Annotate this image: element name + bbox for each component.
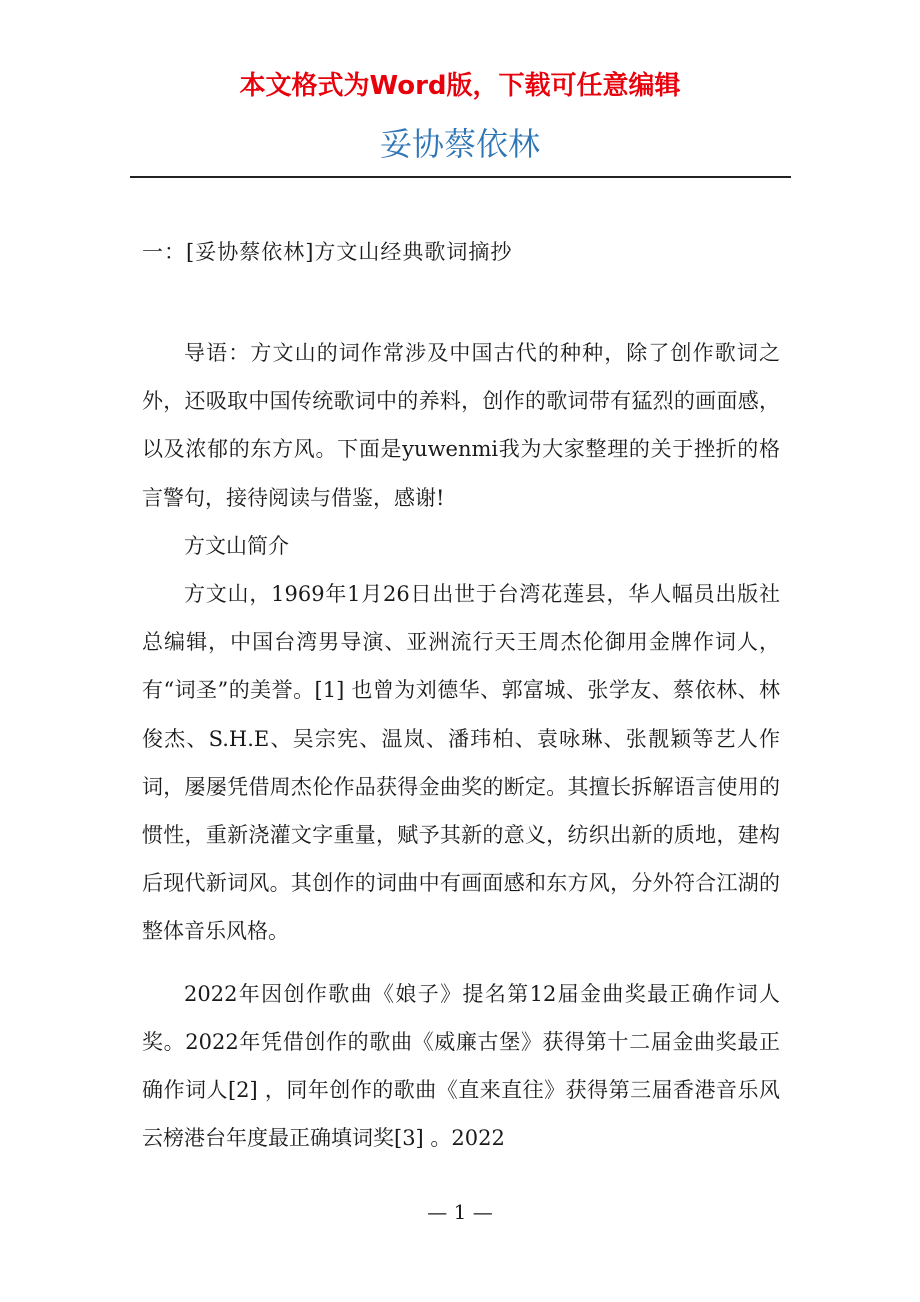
intro-paragraph: 导语：方文山的词作常涉及中国古代的种种，除了创作歌词之外，还吸取中国传统歌词中的养料，创作的歌词带有猛烈的画面感，以及浓郁的东方风。下面是yuwenmi我为大家整理的关于挫折的格言警句，接待阅读与借鉴，感谢! xyxy=(142,341,780,510)
bio-paragraph: 方文山，1969年1月26日出世于台湾花莲县，华人幅员出版社总编辑，中国台湾男导演、亚洲流行天王周杰伦御用金牌作词人，有“词圣”的美誉。[1] 也曾为刘德华、郭富城、张学友、蔡依林、林俊杰、S.H.E、吴宗宪、温岚、潘玮柏、袁咏琳、张靓颖等艺人作词，屡屡凭借周杰伦作品获得金曲奖的断定。其擅长拆解语言使用的惯性，重新浇灌文字重量，赋予其新的意义，纺织出新的质地，建构后现代新词风。其创作的词曲中有画面感和东方风，分外符合江湖的整体音乐风格。 xyxy=(142,582,780,944)
awards-paragraph: 2022年因创作歌曲《娘子》提名第12届金曲奖最正确作词人奖。2022年凭借创作的歌曲《威廉古堡》获得第十二届金曲奖最正确作词人[2] ，同年创作的歌曲《直来直往》获得第三届香港音乐风云榜港台年度最正确填词奖[3] 。2022 xyxy=(142,981,780,1151)
document-title: 妥协蔡依林 xyxy=(379,125,540,163)
section-heading: 一：[妥协蔡依林]方文山经典歌词摘抄 xyxy=(142,240,513,264)
format-notice-banner: 本文格式为Word版，下载可任意编辑 xyxy=(239,71,681,101)
article-body xyxy=(142,329,780,1162)
subheading-bio: 方文山简介 xyxy=(184,533,289,558)
page-number: — 1 — xyxy=(427,1200,493,1224)
title-divider xyxy=(130,176,791,178)
